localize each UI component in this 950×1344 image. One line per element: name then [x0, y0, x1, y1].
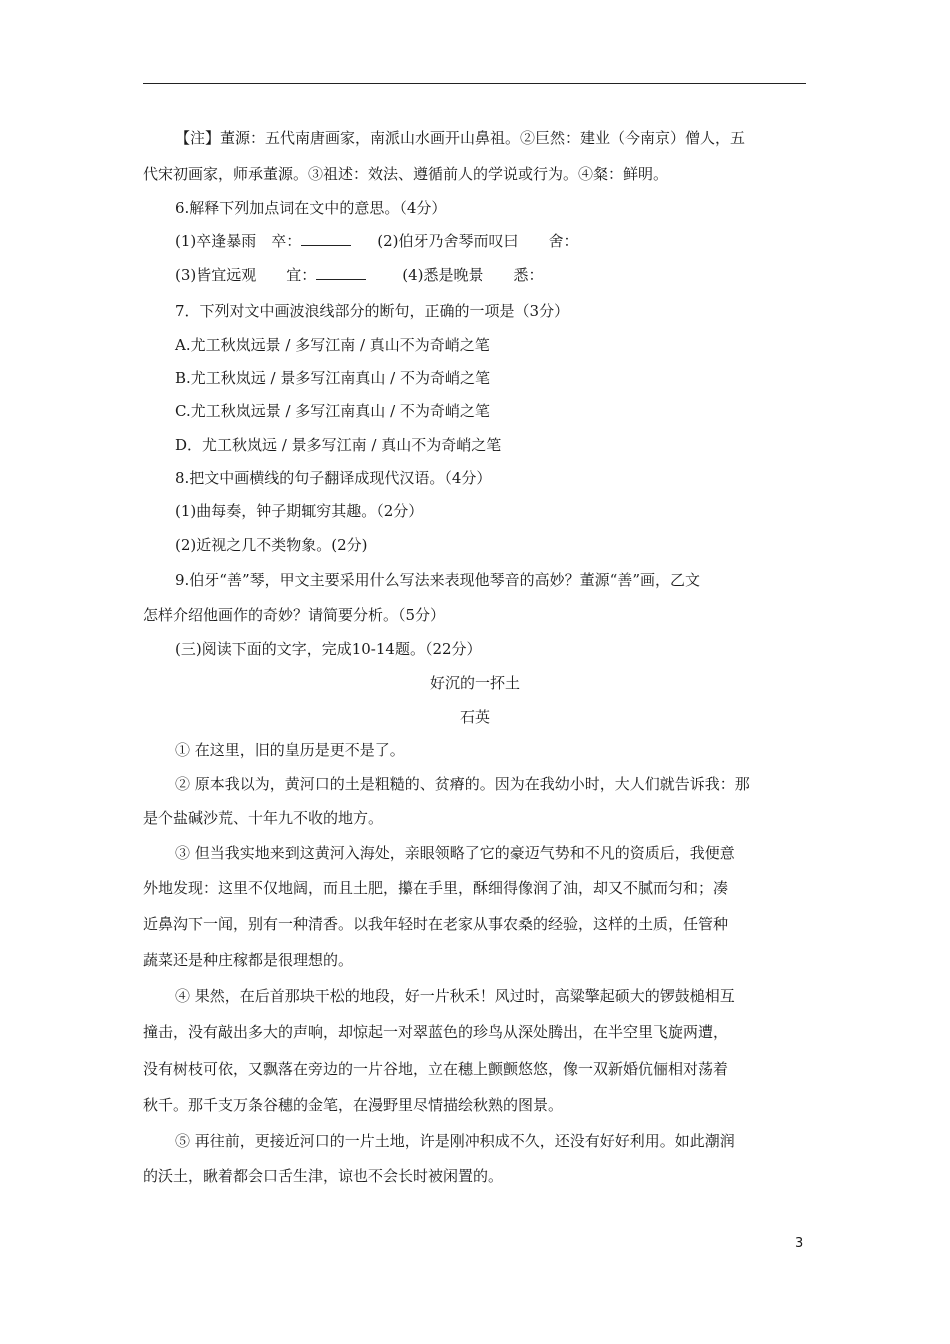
q6-item-1: (1)卒逢暴雨 卒： — [175, 232, 302, 250]
article-title: 好沉的一抔土 — [429, 674, 520, 692]
paragraph-3-line-4: 蔬菜还是种庄稼都是很理想的。 — [143, 951, 354, 969]
paragraph-3-line-3: 近鼻沟下一闻，别有一种清香。以我年轻时在老家从事农桑的经验，这样的土质，任管种 — [143, 915, 729, 933]
note-line-1: 【注】董源：五代南唐画家，南派山水画开山鼻祖。②巨然：建业（今南京）僧人，五 — [175, 129, 746, 147]
paragraph-4-line-1: ④ 果然，在后首那块干松的地段，好一片秋禾！风过时，高粱擎起硕大的锣鼓槌相互 — [175, 987, 735, 1005]
q8-item-2: (2)近视之几不类物象。(2分) — [175, 536, 368, 554]
header-rule — [143, 83, 806, 84]
paragraph-2-line-2: 是个盐碱沙荒、十年九不收的地方。 — [143, 809, 384, 827]
q6-stem: 6.解释下列加点词在文中的意思。（4分） — [175, 199, 447, 217]
q6-row-2 — [175, 265, 855, 285]
paragraph-1: ① 在这里，旧的皇历是更不是了。 — [175, 741, 405, 759]
answer-blank — [301, 231, 351, 246]
page-number: 3 — [795, 1236, 804, 1251]
paragraph-3-line-1: ③ 但当我实地来到这黄河入海处，亲眼领略了它的豪迈气势和不凡的资质后，我便意 — [175, 844, 735, 862]
q8-stem: 8.把文中画横线的句子翻译成现代汉语。（4分） — [175, 469, 492, 487]
q7-stem: 7．下列对文中画波浪线部分的断句，正确的一项是（3分） — [175, 302, 570, 320]
q8-item-1: (1)曲每奏，钟子期辄穷其趣。（2分） — [175, 502, 424, 520]
q7-option-a: A.尤工秋岚远景 / 多写江南 / 真山不为奇峭之笔 — [175, 336, 490, 354]
article-author: 石英 — [459, 708, 490, 726]
note-line-2: 代宋初画家，师承董源。③祖述：效法、遵循前人的学说或行为。④粲：鲜明。 — [143, 165, 669, 183]
q9-line-1: 9.伯牙“善”琴，甲文主要采用什么写法来表现他琴音的高妙？董源“善”画，乙文 — [175, 571, 700, 589]
section-heading: (三)阅读下面的文字，完成10-14题。（22分） — [175, 640, 482, 658]
q6-row-1 — [175, 231, 855, 251]
q6-item-3: (3)皆宜远观 宜： — [175, 266, 317, 284]
paragraph-2-line-1: ② 原本我以为，黄河口的土是粗糙的、贫瘠的。因为在我幼小时，大人们就告诉我：那 — [175, 775, 750, 793]
paragraph-3-line-2: 外地发现：这里不仅地阔，而且土肥，攥在手里，酥细得像润了油，却又不腻而匀和；凑 — [143, 879, 729, 897]
paragraph-5-line-1: ⑤ 再往前，更接近河口的一片土地，许是刚冲积成不久，还没有好好利用。如此潮润 — [175, 1132, 735, 1150]
paragraph-4-line-4: 秋千。那千支万条谷穗的金笔，在漫野里尽情描绘秋熟的图景。 — [143, 1096, 564, 1114]
paragraph-5-line-2: 的沃土，瞅着都会口舌生津，谅也不会长时被闲置的。 — [143, 1167, 504, 1185]
q7-option-b: B.尤工秋岚远 / 景多写江南真山 / 不为奇峭之笔 — [175, 369, 490, 387]
q7-option-c: C.尤工秋岚远景 / 多写江南真山 / 不为奇峭之笔 — [175, 402, 490, 420]
q7-option-d: D．尤工秋岚远 / 景多写江南 / 真山不为奇峭之笔 — [175, 436, 502, 454]
paragraph-4-line-2: 撞击，没有敲出多大的声响，却惊起一对翠蓝色的珍鸟从深处腾出，在半空里飞旋两遭， — [143, 1023, 729, 1041]
paragraph-4-line-3: 没有树枝可依，又飘落在旁边的一片谷地，立在穗上颤颤悠悠，像一双新婚伉俪相对荡着 — [143, 1060, 729, 1078]
q9-line-2: 怎样介绍他画作的奇妙？请简要分析。（5分） — [143, 606, 446, 624]
answer-blank — [316, 265, 366, 280]
q6-item-4: (4)悉是晚景 悉： — [402, 266, 544, 284]
q6-item-2: (2)伯牙乃舍琴而叹曰 舍： — [377, 232, 579, 250]
